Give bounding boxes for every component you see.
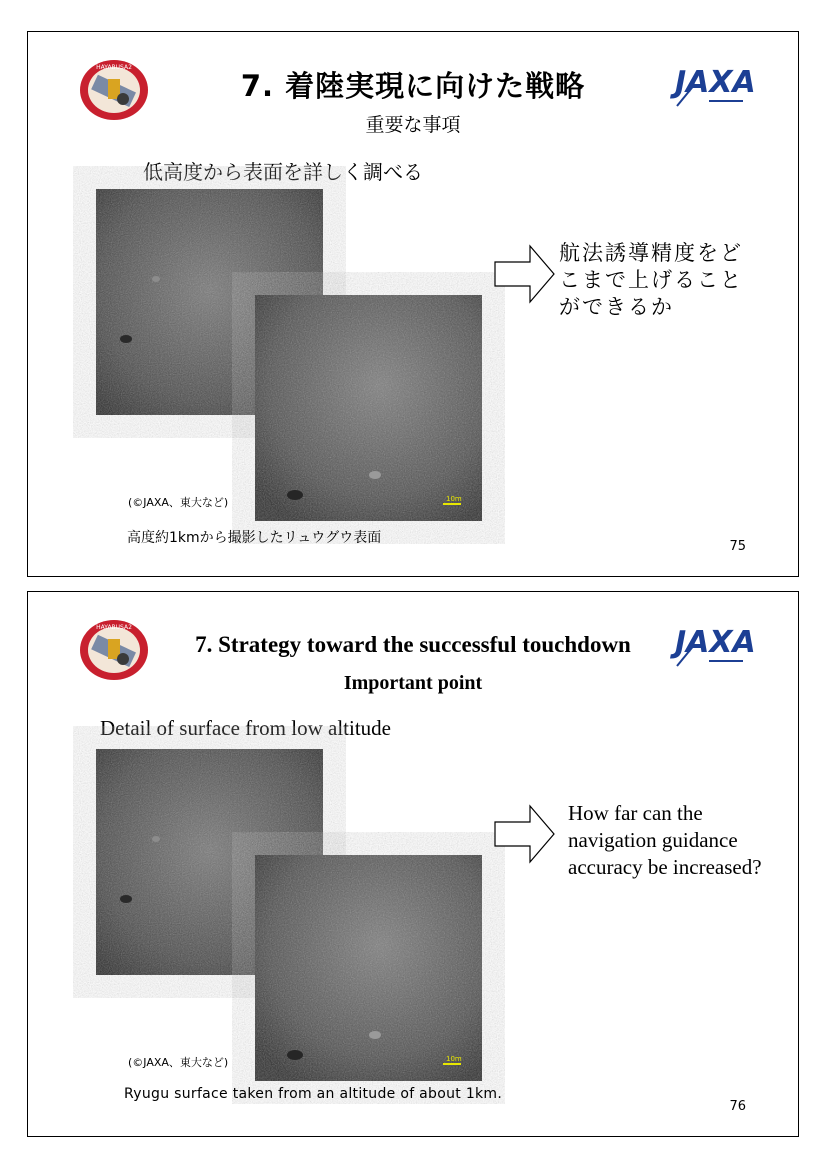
slide-subtitle: Important point [343, 672, 483, 694]
page-number: 76 [729, 1099, 746, 1114]
right-arrow-icon [494, 805, 556, 863]
svg-text:10m: 10m [446, 495, 462, 503]
slide-76 [27, 591, 799, 1137]
slide-title: 7. 着陸実現に向けた戦略 [240, 69, 586, 103]
jaxa-logo [673, 60, 756, 110]
right-arrow-icon [494, 245, 556, 303]
image-caption: 高度約1kmから撮影したリュウグウ表面 [127, 530, 382, 546]
jaxa-logo [673, 620, 756, 670]
image-credit: (©JAXA、東大など) [128, 496, 229, 509]
hayabusa2-mission-logo [79, 59, 149, 121]
callout-text: 航法誘導精度をどこまで上げることができるか [559, 241, 743, 319]
svg-text:HAYABUSA2: HAYABUSA2 [96, 64, 132, 71]
callout-text: How far can the navigation guidance accuracy be increased? [568, 801, 762, 879]
hayabusa2-mission-logo [79, 619, 149, 681]
page-number: 75 [729, 539, 746, 554]
svg-text:JAXA: JAXA [675, 625, 756, 660]
slide-75 [27, 31, 799, 577]
svg-text:JAXA: JAXA [675, 65, 756, 100]
image-credit: (©JAXA、東大など) [128, 1056, 229, 1069]
slide-subtitle: 重要な事項 [365, 114, 461, 136]
svg-text:10m: 10m [446, 1055, 462, 1063]
section-heading: Detail of surface from low altitude [100, 716, 391, 740]
svg-text:HAYABUSA2: HAYABUSA2 [96, 624, 132, 631]
slide-title: 7. Strategy toward the successful touchdown [195, 632, 631, 657]
section-heading: 低高度から表面を詳しく調べる [143, 160, 423, 184]
image-caption: Ryugu surface taken from an altitude of about 1km. [124, 1086, 503, 1102]
ryugu-surface-photo-2 [255, 295, 482, 521]
ryugu-surface-photo-2 [255, 855, 482, 1081]
